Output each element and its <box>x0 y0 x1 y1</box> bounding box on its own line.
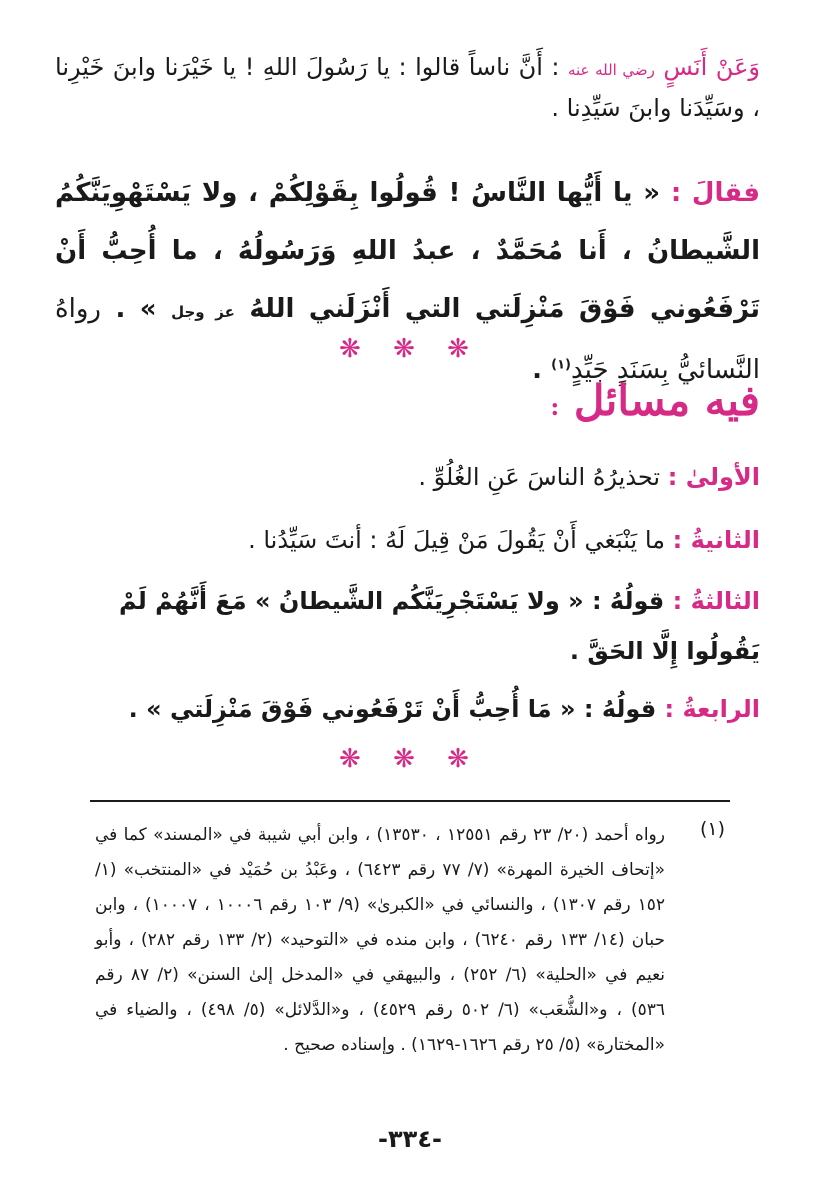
footnote-divider <box>90 800 730 802</box>
issue-4-label: الرابعةُ : <box>664 695 760 723</box>
narrator-name: وَعَنْ أَنَسٍ <box>663 53 760 81</box>
speech-text: « يا أَيُّها النَّاسُ ! قُولُوا بِقَوْلِكُمْ ، ولا يَسْتَهْوِيَنَّكُمُ الشَّيطانُ ، أَنا مُحَمَّدٌ ، عبدُ اللهِ وَرَسُولُهُ ، ما أُحِبُّ أَنْ تَرْفَعُوني فَوْقَ مَنْزِلَتي التي أَنْزَلَني اللهُ <box>55 178 761 324</box>
issue-2-text: ما يَنْبَغي أَنْ يَقُولَ مَنْ قِيلَ لَهُ : أنتَ سَيِّدُنا . <box>248 526 665 554</box>
speech-label: فقالَ : <box>670 178 760 208</box>
footnote-number: (١) <box>699 818 725 840</box>
hadith-intro <box>55 48 760 127</box>
source-end: . <box>532 355 543 385</box>
section-separator-bottom: ❋ ❋ ❋ <box>339 744 481 774</box>
footnote-reference: (١) <box>551 357 571 373</box>
speech-end: » . <box>115 294 157 324</box>
hadith-source: رواهُ النَّسائيُّ بِسَنَدٍ جَيِّدٍ <box>55 294 760 385</box>
issues-heading <box>550 376 760 425</box>
issues-heading-colon: : <box>550 392 560 421</box>
page-number: -٣٣٤- <box>378 1125 442 1153</box>
issues-heading-text: فيه مسائل <box>573 376 760 425</box>
section-separator-top: ❋ ❋ ❋ <box>339 334 481 364</box>
footnote-text: رواه أحمد (٢٠/ ٢٣ رقم ١٢٥٥١ ، ١٣٥٣٠) ، وابن أبي شيبة في «المسند» كما في «إتحاف الخيرة المهرة» (٧/ ٧٧ رقم ٦٤٢٣) ، وعَبْدُ بن حُمَيْد في «المنتخب» (١/ ١٥٢ رقم ١٣٠٧) ، والنسائي في «الكبرىٰ» (٩/ ١٠٣ رقم ١٠٠٠٦ ، ١٠٠٠٧) ، وابن حبان (١٤/ ١٣٣ رقم ٦٢٤٠) ، وابن منده في «التوحيد» (٢/ ١٣٣ رقم ٢٨٢) ، وأبو نعيم في «الحلية» (٦/ ٢٥٢) ، والبيهقي في «المدخل إلىٰ السنن» (٢/ ٨٧ رقم ٥٣٦) ، و«الشُّعَب» (٦/ ٥٠٢ رقم ٤٥٢٩) ، و«الدَّلائل» (٥/ ٤٩٨) ، والضياء في «المختارة» (٥/ ٢٥ رقم ١٦٢٦-١٦٢٩) . وإسناده صحيح . <box>95 825 666 1055</box>
issue-1-label: الأولىٰ : <box>667 463 760 491</box>
honorific-radiallahu-anhu: رضي الله عنه <box>567 61 655 79</box>
issue-4 <box>55 684 760 734</box>
issue-1-text: تحذيرُهُ الناسَ عَنِ الغُلُوِّ . <box>418 463 661 491</box>
issue-1 <box>55 452 760 502</box>
issue-2 <box>55 515 760 565</box>
issue-3 <box>55 576 760 676</box>
honorific-azza-wa-jall: عز وجل <box>171 303 235 321</box>
issue-3-text: قولُهُ : « ولا يَسْتَجْرِيَنَّكُم الشَّيطانُ » مَعَ أَنَّهُمْ لَمْ يَقُولُوا إِلَّا الحَقَّ . <box>118 587 760 665</box>
issue-4-text: قولُهُ : « مَا أُحِبُّ أَنْ تَرْفَعُوني فَوْقَ مَنْزِلَتي » . <box>128 695 657 723</box>
hadith-intro-text: : أَنَّ ناساً قالوا : يا رَسُولَ اللهِ ! يا خَيْرَنا وابنَ خَيْرِنا ، وسَيِّدَنا وابنَ سَيِّدِنا . <box>55 53 760 122</box>
issue-2-label: الثانيةُ : <box>672 526 760 554</box>
issue-3-label: الثالثةُ : <box>672 587 760 615</box>
